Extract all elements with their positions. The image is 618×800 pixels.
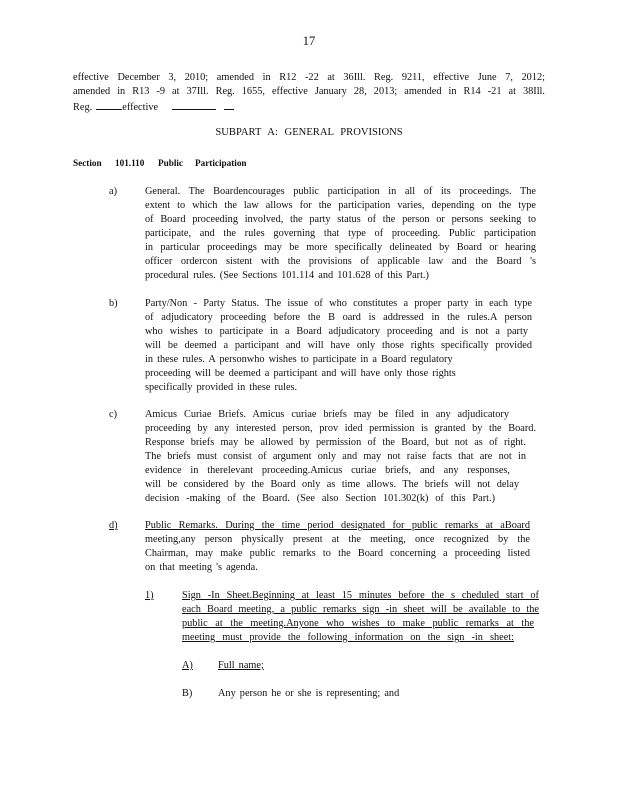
paragraph-c-line: proceeding by any interested person, prov ided permission is granted by the Board. bbox=[145, 423, 536, 434]
paragraph-b-line: Party/Non - Party Status. The issue of who constitutes a proper party in each type bbox=[145, 298, 532, 309]
history-line-1: effective December 3, 2010; amended in R12 -22 at 36Ill. Reg. 9211, effective June 7, 2012; bbox=[73, 72, 545, 83]
paragraph-b-label: b) bbox=[109, 298, 118, 309]
section-title-word-2: Participation bbox=[195, 158, 247, 168]
paragraph-b-line: of adjudicatory proceeding before the B oard is addressed in the rules.A person bbox=[145, 312, 532, 323]
paragraph-c-line: will be considered by the Board only as time allows. The briefs will not delay bbox=[145, 479, 519, 490]
paragraph-c-line: decision -making of the Board. (See also Section 101.302(k) of this Part.) bbox=[145, 493, 495, 504]
paragraph-c-line: Amicus Curiae Briefs. Amicus curiae briefs may be filed in any adjudicatory bbox=[145, 409, 509, 420]
paragraph-d-line: meeting,any person physically present at the meeting, once recognized by the bbox=[145, 534, 530, 545]
section-label: Section bbox=[73, 158, 102, 168]
history-blank-1 bbox=[96, 99, 122, 110]
sub-item-1-label: 1) bbox=[145, 590, 154, 601]
paragraph-a-line: General. The Boardencourages public participation in all of its proceedings. The bbox=[145, 186, 536, 197]
list-item-b-text: Any person he or she is representing; and bbox=[218, 688, 400, 699]
sub-item-1-line: Sign -In Sheet.Beginning at least 15 minutes before the s cheduled start of bbox=[182, 590, 539, 601]
page-number: 17 bbox=[302, 34, 316, 48]
paragraph-a-line: procedural rules. (See Sections 101.114 and 101.628 of this Part.) bbox=[145, 270, 429, 281]
paragraph-d-line: on that meeting 's agenda. bbox=[145, 562, 258, 573]
history-reg-text: Reg. bbox=[73, 102, 97, 113]
history-blank-3 bbox=[224, 99, 234, 110]
sub-item-1-line: each Board meeting, a public remarks sign -in sheet will be available to the bbox=[182, 604, 539, 615]
paragraph-b-line: specifically provided in these rules. bbox=[145, 382, 298, 393]
paragraph-b-line: who wishes to participate in a Board adjudicatory proceeding and is not a party bbox=[145, 326, 528, 337]
paragraph-b-line: in these rules. A personwho wishes to participate in a Board regulatory bbox=[145, 354, 453, 365]
history-line-2: amended in R13 -9 at 37Ill. Reg. 1655, effective January 28, 2013; amended in R14 -21 at 38Ill. bbox=[73, 86, 545, 97]
paragraph-c-line: The briefs must consist of argument only and may not raise facts that are not in bbox=[145, 451, 526, 462]
section-number: 101.110 bbox=[115, 158, 145, 168]
list-item-a-text: Full name; bbox=[218, 660, 264, 671]
paragraph-b-line: will be deemed a participant and will have only those rights specifically provided bbox=[145, 340, 532, 351]
history-line-3 bbox=[73, 99, 234, 115]
paragraph-c-line: evidence in therelevant proceeding.Amicus curiae briefs, and any responses, bbox=[145, 465, 510, 476]
paragraph-a-line: in particular proceedings may be more specifically delineated by Board or hearing bbox=[145, 242, 536, 253]
paragraph-d-line: Public Remarks. During the time period designated for public remarks at aBoard bbox=[145, 520, 530, 531]
paragraph-a-line: extent to which the law allows for the participation varies, depending on the type bbox=[145, 200, 536, 211]
paragraph-c-line: Response briefs may be allowed by permission of the Board, but not as of right. bbox=[145, 437, 526, 448]
history-effective-text: effective bbox=[122, 102, 159, 113]
paragraph-a-line: officer ordercon sistent with the provisions of applicable law and the Board 's bbox=[145, 256, 536, 267]
sub-item-1-line: meeting must provide the following information on the sign -in sheet: bbox=[182, 632, 514, 643]
paragraph-a-line: participate, and the rules governing that type of proceeding. Public participation bbox=[145, 228, 536, 239]
sub-item-1-line: public at the meeting.Anyone who wishes to make public remarks at the bbox=[182, 618, 534, 629]
paragraph-b-line: proceeding will be deemed a participant and will have only those rights bbox=[145, 368, 456, 379]
list-item-b-label: B) bbox=[182, 688, 193, 699]
list-item-a-label: A) bbox=[182, 660, 193, 671]
history-blank-2 bbox=[172, 99, 216, 110]
subpart-heading: SUBPART A: GENERAL PROVISIONS bbox=[215, 127, 403, 138]
paragraph-a-label: a) bbox=[109, 186, 117, 197]
paragraph-a-line: of Board proceeding involved, the party status of the person or persons seeking to bbox=[145, 214, 536, 225]
section-title-word-1: Public bbox=[158, 158, 184, 168]
paragraph-d-line: Chairman, may make public remarks to the Board concerning a proceeding listed bbox=[145, 548, 530, 559]
paragraph-d-label: d) bbox=[109, 520, 118, 531]
paragraph-c-label: c) bbox=[109, 409, 117, 420]
